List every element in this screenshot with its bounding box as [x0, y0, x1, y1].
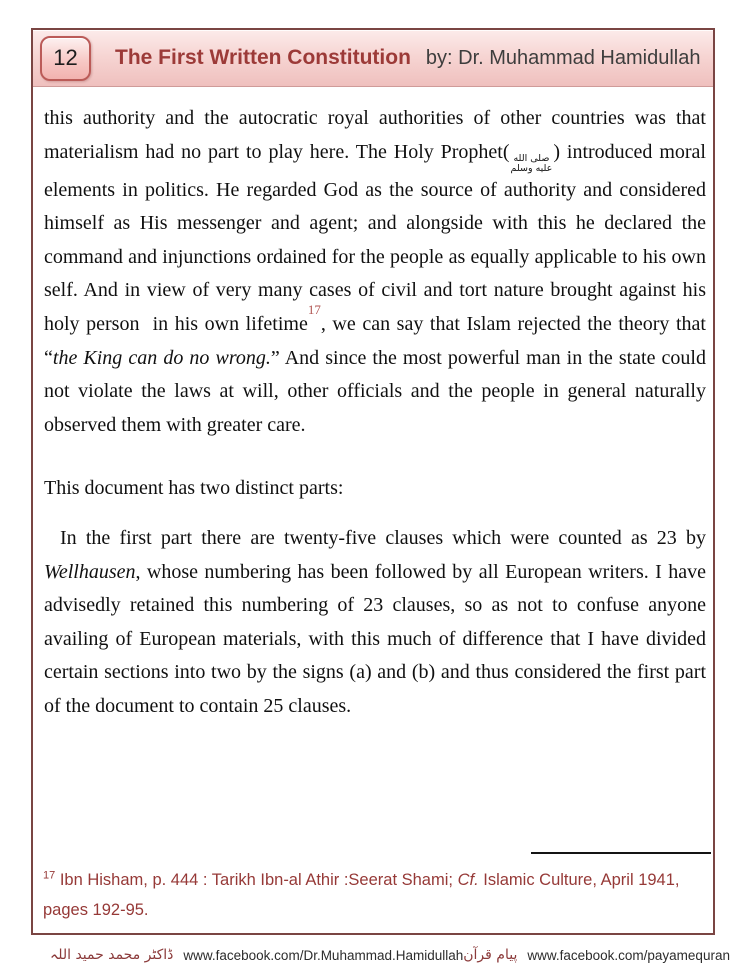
paragraph-3-text: In the first part there are twenty-five clauses which were counted as 23 by — [60, 526, 706, 549]
footnote-number: 17 — [43, 869, 56, 882]
footnote-ref-17: 17 — [307, 302, 321, 318]
facebook-url-hamidullah[interactable]: www.facebook.com/Dr.Muhammad.Hamidullah — [183, 947, 464, 963]
footnote-separator-rule — [531, 852, 711, 854]
page-author: by: Dr. Muhammad Hamidullah — [425, 46, 701, 69]
honorific-line-1: صلى الله — [513, 152, 550, 164]
footer-left-group — [50, 947, 463, 963]
page-number-badge — [40, 36, 91, 81]
page-body — [44, 102, 706, 724]
footnote-text: Ibn Hisham, p. 444 : Tarikh Ibn-al Athir :Seerat Shami; — [55, 871, 458, 889]
page-header — [33, 30, 713, 87]
italic-wellhausen: Wellhausen — [44, 560, 136, 583]
paragraph-3 — [44, 522, 706, 724]
paragraph-3-text: , whose numbering has been followed by all European writers. I have advisedly retained this numbering of 23 clauses, so as not to confuse anyone availing of European materials, with this much of difference that I have divided certain sections into two by the signs (a) and (b) and thus considered the first part of the document to contain 25 clauses. — [44, 560, 706, 717]
page-footer — [50, 942, 730, 968]
footnote-text: Islamic Culture, April 1941, pages 192-95. — [43, 871, 680, 919]
facebook-url-payamequran[interactable]: www.facebook.com/payamequran — [527, 947, 730, 963]
paragraph-1-text: ) introduced moral elements in politics. He regarded God as the source of authority and considered himself as His messenger and agent; and alongside with this he declared the command and injunctions ordained for the people as equally applicable to his own self. And in view of very many cases of civil and tort nature brought against his holy person in his own lifetime — [44, 140, 706, 335]
italic-quote: the King can do no wrong. — [52, 346, 271, 369]
prophet-honorific-arabic — [511, 154, 553, 174]
urdu-signature-hamidullah: ڈاکٹر محمد حمید اللہ — [50, 947, 174, 963]
footnote-cf: Cf. — [457, 871, 479, 889]
page-number: 12 — [53, 45, 78, 70]
paragraph-1-text: , we can say that Islam rejected the theory that “ — [44, 312, 706, 369]
honorific-line-2: عليه وسلم — [510, 162, 553, 174]
page-border-box — [31, 28, 715, 935]
footnote-area — [33, 852, 713, 925]
footnote-17 — [43, 865, 707, 925]
footer-right-group — [463, 947, 730, 963]
paragraph-1 — [44, 102, 706, 442]
urdu-payam-e-quran: پیام قرآن — [463, 947, 518, 963]
paragraph-2: This document has two distinct parts: — [44, 477, 344, 500]
paragraph-1-text: this authority and the autocratic royal authorities of other countries was that materialism had no part to play here. The Holy Prophet( — [44, 107, 706, 163]
paragraph-1-text: ” And since the most powerful man in the state could not violate the laws at will, other officials and the people in general naturally observed them with greater care. — [44, 346, 706, 436]
page-title: The First Written Constitution — [115, 46, 411, 69]
